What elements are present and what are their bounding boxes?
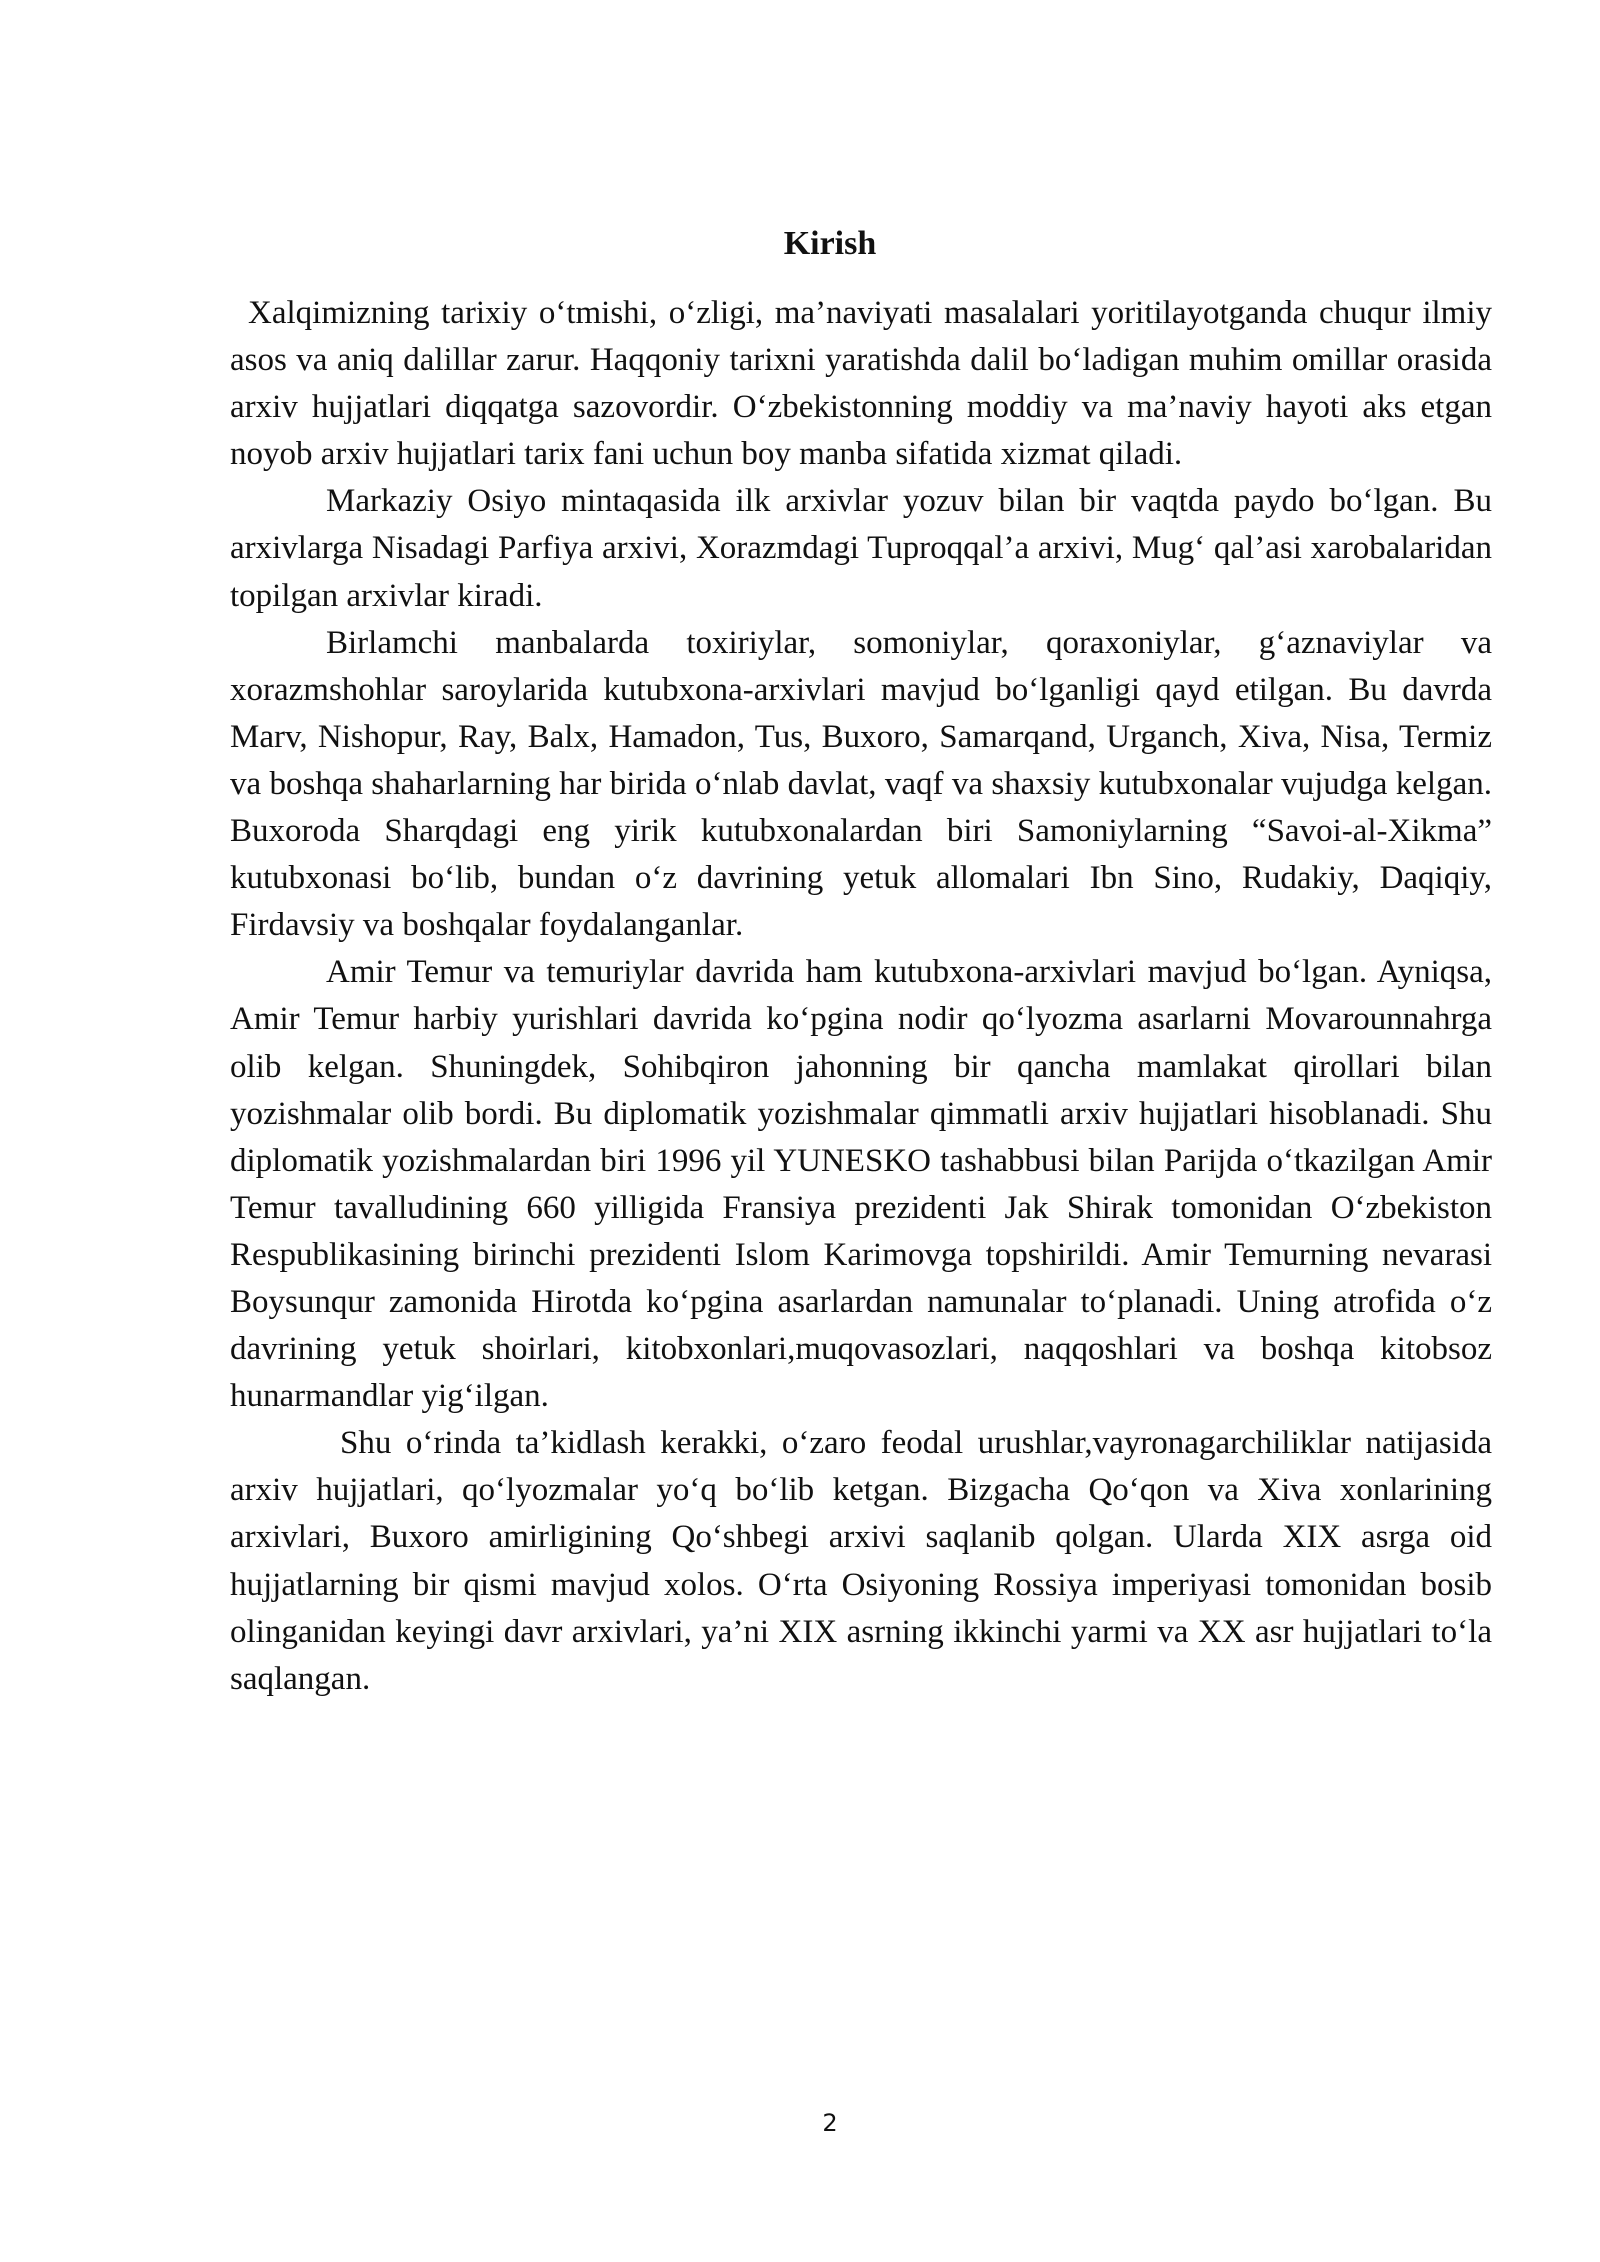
paragraph-4: Amir Temur va temuriylar davrida ham kutubxona-arxivlari mavjud bo‘lgan. Ayniqsa, Amir Temur harbiy yurishlari davrida ko‘pgina nodir qo‘lyozma asarlarni Movarounnahrga olib kelgan. Shuningdek, Sohibqiron jahonning bir qancha mamlakat qirollari bilan yozishmalar olib bordi. Bu diplomatik yozishmalar qimmatli arxiv hujjatlari hisoblanadi. Shu diplomatik yozishmalardan biri 1996 yil YUNESKO tashabbusi bilan Parijda o‘tkazilgan Amir Temur tavalludining 660 yilligida Fransiya prezidenti Jak Shirak tomonidan O‘zbekiston Respublikasining birinchi prezidenti Islom Karimovga topshirildi. Amir Temurning nevarasi Boysunqur zamonida Hirotda ko‘pgina asarlardan namunalar to‘planadi. Uning atrofida o‘z davrining yetuk shoirlari, kitobxonlari,muqovasozlari, naqqoshlari va boshqa kitobsoz hunarmandlar yig‘ilgan.	[230, 954, 1492, 1415]
paragraph-3: Birlamchi manbalarda toxiriylar, somoniylar, qoraxoniylar, g‘aznaviylar va xorazmshohlar saroylarida kutubxona-arxivlari mavjud bo‘lganligi qayd etilgan. Bu davrda Marv, Nishopur, Ray, Balx, Hamadon, Tus, Buxoro, Samarqand, Urganch, Xiva, Nisa, Termiz va boshqa shaharlarning har birida o‘nlab davlat, vaqf va shaxsiy kutubxonalar vujudga kelgan. Buxoroda Sharqdagi eng yirik kutubxonalardan biri Samoniylarning “Savoi-al-Xikma” kutubxonasi bo‘lib, bundan o‘z davrining yetuk allomalari Ibn Sino, Rudakiy, Daqiqiy, Firdavsiy va boshqalar foydalanganlar.	[230, 624, 1492, 944]
paragraph-2: Markaziy Osiyo mintaqasida ilk arxivlar yozuv bilan bir vaqtda paydo bo‘lgan. Bu arxivlarga Nisadagi Parfiya arxivi, Xorazmdagi Tuproqqal’a arxivi, Mug‘ qal’asi xarobalaridan topilgan arxivlar kiradi.	[230, 483, 1492, 614]
paragraph-5: Shu o‘rinda ta’kidlash kerakki, o‘zaro feodal urushlar,vayronagarchiliklar natijasida arxiv hujjatlari, qo‘lyozmalar yo‘q bo‘lib ketgan. Bizgacha Qo‘qon va Xiva xonlarining arxivlari, Buxoro amirligining Qo‘shbegi arxivi saqlanib qolgan. Ularda XIX asrga oid hujjatlarning bir qismi mavjud xolos. O‘rta Osiyoning Rossiya imperiyasi tomonidan bosib olinganidan keyingi davr arxivlari, ya’ni XIX asrning ikkinchi yarmi va XX asr hujjatlari to‘la saqlangan.	[230, 1425, 1492, 1697]
page-number: 2	[822, 2109, 838, 2137]
paragraph-1: Xalqimizning tarixiy o‘tmishi, o‘zligi, ma’naviyati masalalari yoritilayotganda chuqur ilmiy asos va aniq dalillar zarur. Haqqoniy tarixni yaratishda dalil bo‘ladigan muhim omillar orasida arxiv hujjatlari diqqatga sazovordir. O‘zbekistonning moddiy va ma’naviy hayoti aks etgan noyob arxiv hujjatlari tarix fani uchun boy manba sifatida xizmat qiladi.	[230, 295, 1492, 473]
page-title: Kirish	[783, 225, 877, 262]
body-text	[230, 290, 1492, 1703]
